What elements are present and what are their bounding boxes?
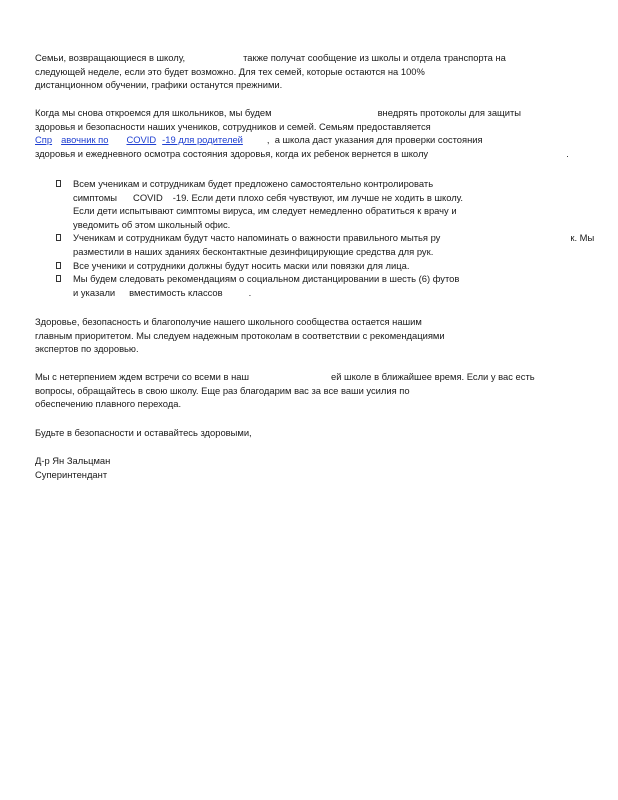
text-line: здоровья и безопасности наших учеников, сотрудников и семей. Семьям предоставляется: [35, 120, 431, 132]
text-segment: здоровья и ежедневного осмотра состояния здоровья, когда их ребенок вернется в школу: [35, 147, 429, 159]
text-line: разместили в наших зданиях бесконтактные дезинфицирующие средства для рук.: [73, 245, 434, 257]
text-segment: Семьи, возвращающиеся в школу,: [35, 52, 186, 63]
bullet-icon: [56, 234, 61, 241]
signature-name: Д-р Ян Зальцман: [35, 455, 111, 466]
paragraph-looking-forward: [35, 370, 595, 411]
text-segment: , а школа даст указания для проверки состояния: [266, 134, 483, 146]
text-line: следующей неделе, если это будет возможно. Для тех семей, которые остаются на 100%: [35, 65, 425, 77]
text-segment: COVID: [133, 191, 163, 203]
text-segment: Когда мы снова откроемся для школьников, мы будем: [35, 107, 272, 118]
text-segment: вместимость классов: [129, 286, 223, 298]
signature-title: Суперинтендант: [35, 468, 108, 480]
text-line: уведомить об этом школьный офис.: [73, 218, 231, 230]
text-line: Все ученики и сотрудники должны будут носить маски или повязки для лица.: [73, 260, 410, 271]
text-line: Здоровье, безопасность и благополучие нашего школьного сообщества остается нашим: [35, 316, 422, 327]
paragraph-reopening-protocols: [35, 106, 595, 160]
text-segment: -19. Если дети плохо себя чувствуют, им лучше не ходить в школу.: [172, 191, 464, 203]
bullet-icon: [56, 275, 61, 282]
text-line: Мы будем следовать рекомендациям о социальном дистанцировании в шесть (6) футов: [73, 273, 460, 284]
text-segment: также получат сообщение из школы и отдела транспорта на: [243, 52, 506, 63]
text-line: главным приоритетом. Мы следуем надежным протоколам в соответствии с рекомендациями: [35, 329, 445, 341]
text-segment: внедрять протоколы для защиты: [377, 107, 522, 118]
text-segment: и указали: [73, 286, 116, 298]
text-segment: ей школе в ближайшее время. Если у вас есть: [331, 371, 535, 382]
paragraph-return-families: [35, 51, 595, 92]
bullet-icon: [56, 180, 61, 187]
text-segment: Мы с нетерпением ждем встречи со всеми в наш: [35, 371, 249, 382]
text-segment: .: [566, 147, 569, 159]
paragraph-priority: [35, 315, 595, 356]
closing-line: [35, 426, 595, 440]
covid-guide-link[interactable]: Спр авочник по COVID -19 для родителей: [35, 134, 243, 146]
text-line: вопросы, обращайтесь в свою школу. Еще раз благодарим вас за все ваши усилия по: [35, 384, 410, 396]
text-line: дистанционном обучении, графики останутся прежними.: [35, 79, 283, 91]
signature-block: [35, 454, 595, 481]
text-line: обеспечению плавного перехода.: [35, 398, 182, 410]
text-segment: к. Мы: [570, 232, 595, 243]
text-segment: .: [248, 286, 252, 298]
text-line: экспертов по здоровью.: [35, 343, 139, 355]
bullet-icon: [56, 262, 61, 269]
text-line: Всем ученикам и сотрудникам будет предложено самостоятельно контролировать: [73, 178, 434, 189]
text-segment: симптомы: [73, 191, 118, 203]
text-segment: Ученикам и сотрудникам будут часто напоминать о важности правильного мытья ру: [73, 232, 441, 243]
text-line: Если дети испытывают симптомы вируса, им следует немедленно обратиться к врачу и: [73, 205, 457, 217]
text-line: Будьте в безопасности и оставайтесь здоровыми,: [35, 427, 252, 438]
